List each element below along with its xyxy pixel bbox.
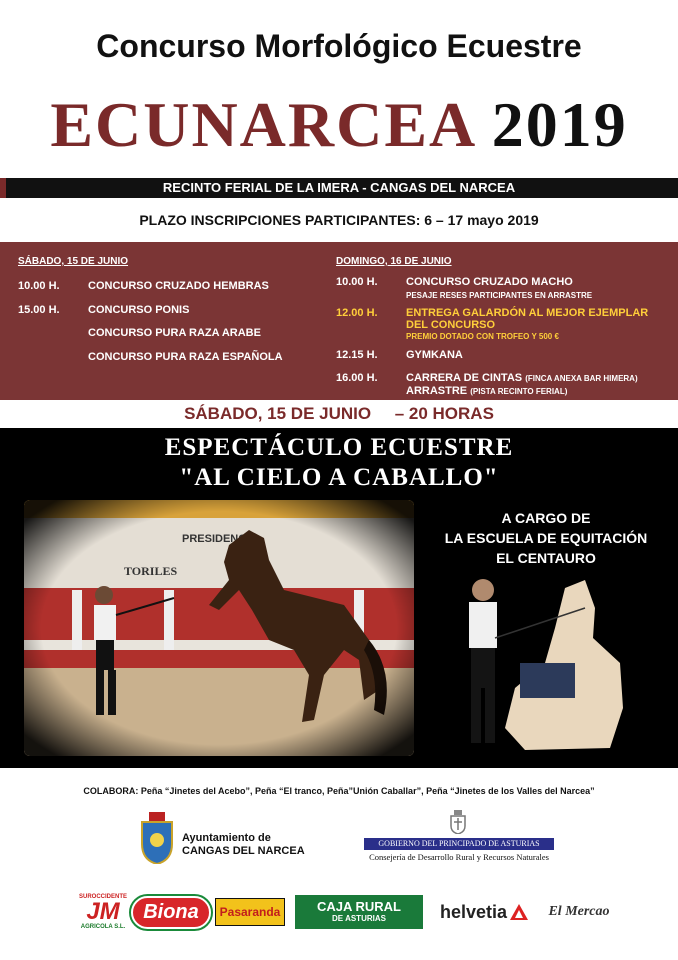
sponsor-mercao xyxy=(546,890,612,934)
show-title-2: "AL CIELO A CABALLO" xyxy=(179,464,499,491)
principado-gobierno: GOBIERNO DEL PRINCIPADO DE ASTURIAS xyxy=(364,838,554,850)
show-panel xyxy=(0,428,678,768)
organizer-line-3: EL CENTAURO xyxy=(496,550,596,566)
organizer-block xyxy=(428,508,664,568)
venue-bar: RECINTO FERIAL DE LA IMERA - CANGAS DEL NARCEA xyxy=(0,178,678,198)
sun-event-4b xyxy=(406,385,567,397)
saturday-heading: SÁBADO, 15 DE JUNIO xyxy=(18,256,129,267)
sun-note-4: (FINCA ANEXA BAR HIMERA) xyxy=(525,374,638,383)
kneeling-horse-photo xyxy=(445,568,650,758)
principado-logo xyxy=(362,810,558,870)
poster-subtitle: Concurso Morfológico Ecuestre xyxy=(96,28,582,64)
schedule-panel xyxy=(0,242,678,400)
organizer-line-2: LA ESCUELA DE EQUITACIÓN xyxy=(444,530,648,546)
event-year: 2019 xyxy=(491,89,628,160)
sponsor-biona-label: Biona xyxy=(131,896,211,929)
crest-icon xyxy=(450,810,466,834)
sun-event-2: ENTREGA GALARDÓN AL MEJOR EJEMPLAR xyxy=(406,307,649,319)
sat-event-3: CONCURSO PURA RAZA ARABE xyxy=(88,327,261,339)
event-name: ECUNARCEA xyxy=(50,89,474,160)
sponsor-caja-1: CAJA RURAL xyxy=(316,899,402,915)
sponsor-pasaranda xyxy=(214,890,286,934)
show-date: SÁBADO, 15 DE JUNIO – 20 HORAS xyxy=(184,404,494,423)
sat-time-2: 15.00 H. xyxy=(18,304,60,316)
registration-deadline: PLAZO INSCRIPCIONES PARTICIPANTES: 6 – 17 mayo 2019 xyxy=(139,212,539,228)
sun-event-3: GYMKANA xyxy=(406,349,463,361)
show-title-1: ESPECTÁCULO ECUESTRE xyxy=(164,434,514,461)
ayuntamiento-line-1: Ayuntamiento de xyxy=(182,832,271,844)
coat-of-arms-icon xyxy=(140,812,174,864)
sponsor-biona xyxy=(136,890,206,934)
sponsor-helvetia-label: helvetia xyxy=(439,901,508,922)
sun-event-2b: DEL CONCURSO xyxy=(406,319,496,331)
organizer-line-1: A CARGO DE xyxy=(501,510,591,526)
arena-photo xyxy=(24,500,414,756)
sun-note-4b: (PISTA RECINTO FERIAL) xyxy=(470,387,568,396)
sponsor-helvetia xyxy=(432,890,536,934)
ayuntamiento-logo xyxy=(140,812,340,872)
sponsor-pasaranda-label: Pasaranda xyxy=(215,898,286,926)
sat-time-1: 10.00 H. xyxy=(18,280,60,292)
sun-event-4 xyxy=(406,372,638,384)
helvetia-triangle-icon xyxy=(510,904,528,920)
sponsor-jm-bottom: AGRICOLA S.L. xyxy=(80,924,126,930)
sun-note-1: PESAJE RESES PARTICIPANTES EN ARRASTRE xyxy=(406,291,593,300)
sun-time-2: 12.00 H. xyxy=(336,307,378,319)
sun-event-1: CONCURSO CRUZADO MACHO xyxy=(406,276,573,288)
collaborators: COLABORA: Peña “Jinetes del Acebo”, Peña “El tranco, Peña”Unión Caballar”, Peña “Jinetes de los Valles del Narcea” xyxy=(83,786,595,796)
sponsor-caja-rural xyxy=(295,890,423,934)
poster-title xyxy=(0,88,678,162)
sponsor-jm xyxy=(78,890,128,934)
sponsors-row xyxy=(0,890,678,940)
sun-event-4b-name: ARRASTRE xyxy=(406,385,468,397)
sun-time-4: 16.00 H. xyxy=(336,372,378,384)
sun-event-4-name: CARRERA DE CINTAS xyxy=(406,372,523,384)
sat-event-1: CONCURSO CRUZADO HEMBRAS xyxy=(88,280,269,292)
sun-time-3: 12.15 H. xyxy=(336,349,378,361)
sunday-heading: DOMINGO, 16 DE JUNIO xyxy=(336,256,452,267)
sponsor-jm-top: SUROCCIDENTE xyxy=(78,894,127,900)
sat-event-2: CONCURSO PONIS xyxy=(88,304,190,316)
principado-consejeria: Consejería de Desarrollo Rural y Recursos Naturales xyxy=(369,852,549,862)
sat-event-4: CONCURSO PURA RAZA ESPAÑOLA xyxy=(88,351,283,363)
sponsor-mercao-label: El Mercao xyxy=(548,904,610,919)
sponsor-jm-mark: JM xyxy=(86,898,120,925)
sun-note-2: PREMIO DOTADO CON TROFEO Y 500 € xyxy=(406,332,559,341)
ayuntamiento-line-2: CANGAS DEL NARCEA xyxy=(182,845,305,857)
sponsor-caja-2: DE ASTURIAS xyxy=(332,913,386,923)
sun-time-1: 10.00 H. xyxy=(336,276,378,288)
